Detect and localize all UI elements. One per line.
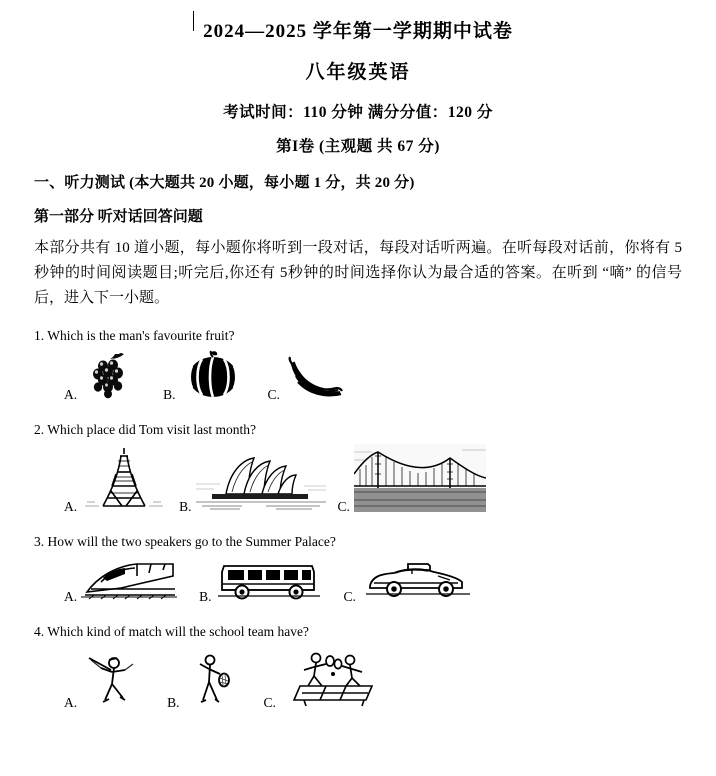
bananas-icon — [284, 352, 348, 405]
option-label-a: A. — [64, 695, 78, 710]
option-4-b — [167, 650, 239, 713]
baseball-player-icon — [81, 650, 143, 713]
question-4-text: 4. Which kind of match will the school team have? — [34, 624, 309, 639]
table-tennis-players-icon — [280, 646, 384, 713]
option-label-b: B. — [167, 695, 180, 710]
subject-title: 八年级英语 — [305, 62, 411, 83]
question-2-text: 2. Which place did Tom visit last month? — [34, 422, 257, 437]
option-4-c — [264, 646, 384, 713]
part-heading-dialogues: 第一部分 听对话回答问题 — [34, 209, 203, 225]
option-label-b: B. — [199, 589, 212, 604]
option-label-c: C. — [343, 589, 356, 604]
option-1-a — [64, 350, 141, 405]
option-label-a: A. — [64, 589, 78, 604]
train-icon — [81, 556, 177, 607]
option-2-c — [338, 444, 486, 517]
taxi-icon — [360, 556, 472, 607]
sydney-opera-house-icon — [196, 444, 326, 517]
eiffel-tower-icon — [81, 444, 167, 517]
option-label-c: C. — [337, 499, 350, 514]
watermelon-icon — [180, 350, 246, 405]
option-label-b: B. — [163, 387, 176, 402]
option-1-c — [268, 352, 348, 405]
option-label-a: A. — [64, 387, 78, 402]
text-cursor — [193, 11, 194, 31]
option-label-a: A. — [64, 499, 78, 514]
option-label-c: C. — [267, 387, 280, 402]
option-3-a — [64, 556, 177, 607]
page-title: 2024—2025 学年第一学期期中试卷 — [203, 21, 513, 42]
paper-part-label: 第I卷 (主观题 共 67 分) — [276, 138, 440, 155]
question-3-options — [64, 556, 682, 607]
listening-instructions: 本部分共有 10 道小题，每小题你将听到一段对话，每段对话听两遍。在听每段对话前，你将有 5秒钟的时间阅读题目;听完后,你还有 5秒钟的时间选择你认为最合适的答案。在听到 “嘀” 的信号后，进入下一小题。 — [34, 240, 682, 306]
option-label-b: B. — [179, 499, 192, 514]
question-1-options — [64, 350, 682, 405]
section-heading-listening: 一、听力测试 (本大题共 20 小题，每小题 1 分，共 20 分) — [34, 175, 415, 191]
golden-gate-bridge-icon — [354, 444, 486, 517]
option-1-b — [163, 350, 245, 405]
question-1-text: 1. Which is the man's favourite fruit? — [34, 328, 235, 343]
question-3-text: 3. How will the two speakers go to the Summer Palace? — [34, 534, 336, 549]
question-4-options — [64, 646, 682, 713]
exam-time-score: 考试时间：110 分钟 满分分值：120 分 — [223, 104, 493, 121]
tennis-player-icon — [184, 650, 240, 713]
option-label-c: C. — [263, 695, 276, 710]
option-3-c — [344, 556, 472, 607]
option-3-b — [199, 556, 321, 607]
question-2-options — [64, 444, 682, 517]
option-2-b — [179, 444, 325, 517]
bus-icon — [216, 556, 322, 607]
option-2-a — [64, 444, 167, 517]
option-4-a — [64, 650, 143, 713]
grapes-icon — [81, 350, 141, 405]
